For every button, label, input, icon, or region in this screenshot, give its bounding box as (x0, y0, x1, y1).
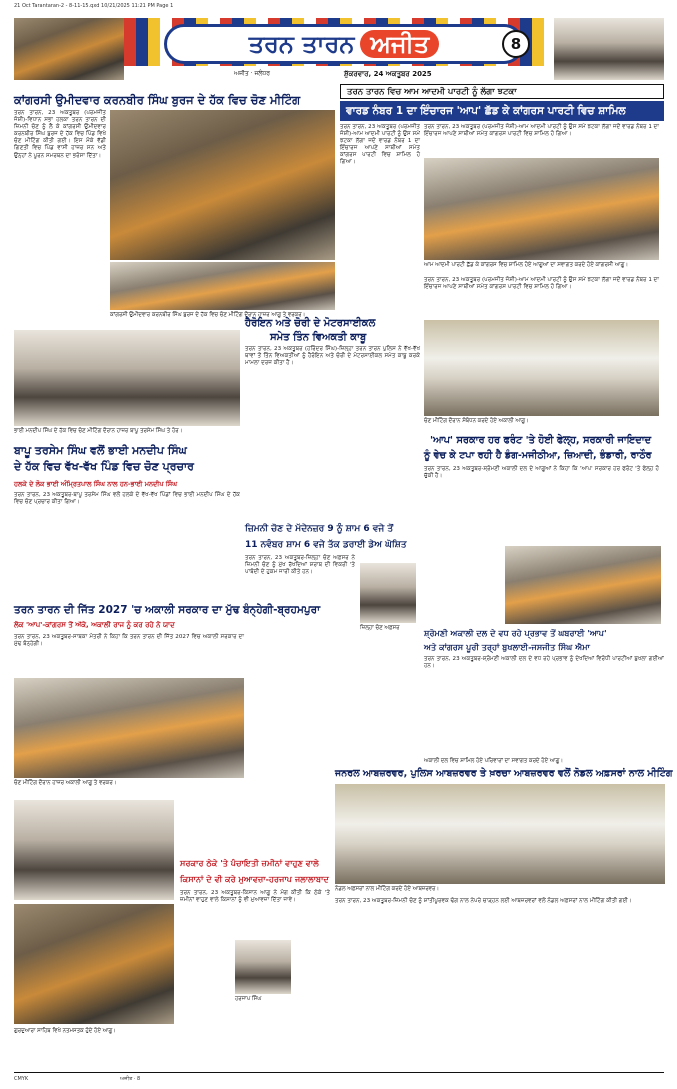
footer-page-tag: ਅਜੀਤ · 8 (120, 1076, 141, 1082)
akali-headline: ਤਰਨ ਤਾਰਨ ਦੀ ਜਿੱਤ 2027 'ਚ ਅਕਾਲੀ ਸਰਕਾਰ ਦਾ ਮੁੱਢ ਬੰਨ੍ਹੇਗੀ-ਬ੍ਰਹਮਪੁਰਾ (14, 604, 321, 616)
aap-headline-1: 'ਆਪ' ਸਰਕਾਰ ਹਰ ਫਰੰਟ 'ਤੇ ਹੋਈ ਫੇਲ੍ਹ, ਸਰਕਾਰੀ ਜਾਇਦਾਦ (430, 435, 651, 446)
aap-caption: ਚੋਣ ਮੀਟਿੰਗ ਦੌਰਾਨ ਸੰਬੋਧਨ ਕਰਦੇ ਹੋਏ ਅਕਾਲੀ ਆਗੂ। (424, 418, 529, 424)
election-photo-caption: ਜ਼ਿਲ੍ਹਾ ਚੋਣ ਅਫ਼ਸਰ (360, 625, 400, 631)
meeting-caption: ਨੋਡਲ ਅਫ਼ਸਰਾਂ ਨਾਲ ਮੀਟਿੰਗ ਕਰਦੇ ਹੋਏ ਆਬਜ਼ਰਵਰ। (335, 886, 440, 892)
masthead-date: ਸ਼ੁੱਕਰਵਾਰ, 24 ਅਕਤੂਬਰ 2025 (344, 70, 432, 78)
tarsem-photo (14, 330, 240, 426)
sad-kicker: ਅਤੇ ਕਾਂਗਰਸ ਪੂਰੀ ਤਰ੍ਹਾਂ ਬੁਖਲਾਈ-ਜਸਜੀਤ ਸਿੰਘ ਐਮਾ (424, 642, 590, 652)
meeting-photo (335, 784, 665, 884)
masthead-title (164, 24, 524, 64)
heroin-headline-1: ਹੈਰੋਇਨ ਅਤੇ ਚੋਰੀ ਦੇ ਮੋਟਰਸਾਈਕਲ (245, 318, 376, 329)
banner-kicker: ਤਰਨ ਤਾਰਨ ਵਿਚ ਆਮ ਆਦਮੀ ਪਾਰਟੀ ਨੂੰ ਲੱਗਾ ਝਟਕਾ (347, 87, 517, 97)
masthead (14, 18, 664, 80)
meeting-headline: ਜਨਰਲ ਆਬਜ਼ਰਵਰ, ਪੁਲਿਸ ਆਬਜ਼ਰਵਰ ਤੇ ਖ਼ਰਚਾ ਆਬਜ਼ਰਵਰ ਵਲੋਂ ਨੋਡਲ ਅਫ਼ਸਰਾਂ ਨਾਲ ਮੀਟਿੰਗ (335, 768, 673, 779)
akali-photo (14, 678, 244, 778)
farmers-photo-left-2 (14, 904, 174, 1024)
farmers-body: ਤਰਨ ਤਾਰਨ, 23 ਅਕਤੂਬਰ-ਕਿਸਾਨ ਆਗੂ ਨੇ ਮੰਗ ਕੀਤੀ ਕਿ ਠੇਕੇ 'ਤੇ ਜ਼ਮੀਨਾਂ ਵਾਹੁਣ ਵਾਲੇ ਕਿਸਾਨਾਂ ਨੂੰ ਵੀ ਮੁਆਵਜ਼ਾ ਦਿੱਤਾ ਜਾਵੇ। (180, 890, 330, 904)
heroin-headline-2: ਸਮੇਤ ਤਿੰਨ ਵਿਅਕਤੀ ਕਾਬੂ (270, 332, 367, 343)
story1-photo-2 (110, 262, 335, 310)
akali-caption: ਚੋਣ ਮੀਟਿੰਗ ਦੌਰਾਨ ਹਾਜ਼ਰ ਅਕਾਲੀ ਆਗੂ ਤੇ ਵਰਕਰ। (14, 780, 117, 786)
akali-kicker: ਲੋਕ 'ਆਪ'-ਕਾਂਗਰਸ ਤੋਂ ਅੱਕੇ, ਅਕਾਲੀ ਰਾਜ ਨੂੰ ਕਰ ਰਹੇ ਨੇ ਯਾਦ (14, 621, 175, 629)
farmers-photo-caption: ਹਰਜਾਪ ਸਿੰਘ (235, 996, 262, 1002)
story1-body: ਤਰਨ ਤਾਰਨ, 23 ਅਕਤੂਬਰ (ਪਰਮਜੀਤ ਜੋਸ਼ੀ)-ਵਿਧਾਨ ਸਭਾ ਹਲਕਾ ਤਰਨ ਤਾਰਨ ਦੀ ਜ਼ਿਮਨੀ ਚੋਣ ਨੂੰ ਲੈ ਕੇ ਕਾਂਗਰਸੀ ਉਮੀਦਵਾਰ ਕਰਨਬੀਰ ਸਿੰਘ ਬੁਰਜ ਦੇ ਹੱਕ ਵਿਚ ਪਿੰਡ ਵਿਖੇ ਚੋਣ ਮੀਟਿੰਗ ਕੀਤੀ ਗਈ। ਇਸ ਮੌਕੇ ਵੱਡੀ ਗਿਣਤੀ ਵਿਚ ਪਿੰਡ ਵਾਸੀ ਹਾਜ਼ਰ ਸਨ ਅਤੇ ਉਨ੍ਹਾਂ ਨੇ ਪੂਰਨ ਸਮਰਥਨ ਦਾ ਭਰੋਸਾ ਦਿੱਤਾ। (14, 110, 106, 159)
farmers-photo (235, 940, 291, 994)
tarsem-headline-2: ਦੇ ਹੱਕ ਵਿਚ ਵੱਖ-ਵੱਖ ਪਿੰਡ ਵਿਚ ਚੋਣ ਪ੍ਰਚਾਰ (14, 460, 194, 473)
footer-rule (14, 1072, 664, 1073)
meeting-body: ਤਰਨ ਤਾਰਨ, 23 ਅਕਤੂਬਰ-ਜ਼ਿਮਨੀ ਚੋਣ ਨੂੰ ਸ਼ਾਂਤੀਪੂਰਵਕ ਢੰਗ ਨਾਲ ਨੇਪਰੇ ਚਾੜ੍ਹਨ ਲਈ ਆਬਜ਼ਰਵਰਾਂ ਵਲੋਂ ਨੋਡਲ ਅਫ਼ਸਰਾਂ ਨਾਲ ਮੀਟਿੰਗ ਕੀਤੀ ਗਈ। (335, 898, 632, 904)
banner-body-1: ਤਰਨ ਤਾਰਨ, 23 ਅਕਤੂਬਰ (ਪਰਮਜੀਤ ਜੋਸ਼ੀ)-ਆਮ ਆਦਮੀ ਪਾਰਟੀ ਨੂੰ ਉਸ ਸਮੇਂ ਝਟਕਾ ਲੱਗਾ ਜਦੋਂ ਵਾਰਡ ਨੰਬਰ 1 ਦਾ ਇੰਚਾਰਜ ਆਪਣੇ ਸਾਥੀਆਂ ਸਮੇਤ ਕਾਂਗਰਸ ਪਾਰਟੀ ਵਿਚ ਸ਼ਾਮਿਲ ਹੋ ਗਿਆ। (340, 124, 420, 166)
farmers-caption-left: ਗੁਰਦੁਆਰਾ ਸਾਹਿਬ ਵਿਖੇ ਨਤਮਸਤਕ ਹੁੰਦੇ ਹੋਏ ਆਗੂ। (14, 1028, 116, 1034)
story1-headline: ਕਾਂਗਰਸੀ ਉਮੀਦਵਾਰ ਕਰਨਬੀਰ ਸਿੰਘ ਬੁਰਜ ਦੇ ਹੱਕ ਵਿਚ ਚੋਣ ਮੀਟਿੰਗ (14, 93, 301, 107)
farmers-photo-left (14, 800, 174, 900)
masthead-title-a: ਤਰਨ ਤਾਰਨ (248, 30, 355, 58)
aap-photo (424, 320, 659, 416)
heroin-body: ਤਰਨ ਤਾਰਨ, 23 ਅਕਤੂਬਰ (ਹਰਿੰਦਰ ਸਿੰਘ)-ਜ਼ਿਲ੍ਹਾ ਤਰਨ ਤਾਰਨ ਪੁਲਿਸ ਨੇ ਵੱਖ-ਵੱਖ ਥਾਵਾਂ ਤੋਂ ਤਿੰਨ ਵਿਅਕਤੀਆਂ ਨੂੰ ਹੈਰੋਇਨ ਅਤੇ ਚੋਰੀ ਦੇ ਮੋਟਰਸਾਈਕਲ ਸਮੇਤ ਕਾਬੂ ਕਰਕੇ ਮਾਮਲਾ ਦਰਜ ਕੀਤਾ ਹੈ। (245, 346, 420, 367)
tarsem-headline-1: ਬਾਪੂ ਤਰਸੇਮ ਸਿੰਘ ਵਲੋਂ ਭਾਈ ਮਨਦੀਪ ਸਿੰਘ (14, 444, 187, 457)
election-body: ਤਰਨ ਤਾਰਨ, 23 ਅਕਤੂਬਰ-ਜ਼ਿਲ੍ਹਾ ਚੋਣ ਅਫ਼ਸਰ ਨੇ ਜ਼ਿਮਨੀ ਚੋਣ ਨੂੰ ਮੁੱਖ ਰੱਖਦਿਆਂ ਸ਼ਰਾਬ ਦੀ ਵਿਕਰੀ 'ਤੇ ਪਾਬੰਦੀ ਦੇ ਹੁਕਮ ਜਾਰੀ ਕੀਤੇ ਹਨ। (245, 555, 355, 576)
aap-headline-2: ਨੂੰ ਵੇਚ ਕੇ ਟਪਾ ਰਹੀ ਹੈ ਡੰਗ-ਮਜੀਠੀਆ, ਜ਼ਿਆਦੀ, ਭੰਡਾਰੀ, ਰਾਠੌਰ (424, 450, 652, 461)
sad-caption: ਅਕਾਲੀ ਦਲ ਵਿਚ ਸ਼ਾਮਿਲ ਹੋਏ ਪਰਿਵਾਰਾਂ ਦਾ ਸਵਾਗਤ ਕਰਦੇ ਹੋਏ ਆਗੂ। (424, 758, 564, 764)
tarsem-body: ਤਰਨ ਤਾਰਨ, 23 ਅਕਤੂਬਰ-ਬਾਪੂ ਤਰਸੇਮ ਸਿੰਘ ਵਲੋਂ ਹਲਕੇ ਦੇ ਵੱਖ-ਵੱਖ ਪਿੰਡਾਂ ਵਿਚ ਭਾਈ ਮਨਦੀਪ ਸਿੰਘ ਦੇ ਹੱਕ ਵਿਚ ਚੋਣ ਪ੍ਰਚਾਰ ਕੀਤਾ ਗਿਆ। (14, 492, 240, 506)
masthead-photo-right (554, 18, 664, 80)
election-photo (360, 563, 416, 623)
election-headline-1: ਜ਼ਿਮਨੀ ਚੋਣ ਦੇ ਮੱਦੇਨਜ਼ਰ 9 ਨੂੰ ਸ਼ਾਮ 6 ਵਜੇ ਤੋਂ (245, 524, 394, 534)
election-headline-2: 11 ਨਵੰਬਰ ਸ਼ਾਮ 6 ਵਜੇ ਤੱਕ ਡਰਾਈ ਡੇਅ ਘੋਸ਼ਿਤ (245, 540, 407, 550)
sad-body: ਤਰਨ ਤਾਰਨ, 23 ਅਕਤੂਬਰ-ਸ਼੍ਰੋਮਣੀ ਅਕਾਲੀ ਦਲ ਦੇ ਵਧ ਰਹੇ ਪ੍ਰਭਾਵ ਨੂੰ ਦੇਖਦਿਆਂ ਵਿਰੋਧੀ ਪਾਰਟੀਆਂ ਬੁਖਲਾ ਗਈਆਂ ਹਨ। (424, 656, 664, 670)
banner-kicker-box (340, 84, 664, 99)
aap-photo-2 (505, 546, 661, 624)
page-number: 8 (502, 30, 530, 58)
masthead-title-b: ਅਜੀਤ (360, 30, 439, 58)
farmers-headline-1: ਸਰਕਾਰ ਠੇਕੇ 'ਤੇ ਪੰਚਾਇਤੀ ਜ਼ਮੀਨਾਂ ਵਾਹੁਣ ਵਾਲੇ (180, 858, 319, 868)
masthead-place: ਅਜੀਤ · ਜਲੰਧਰ (234, 70, 270, 77)
banner-body-2: ਤਰਨ ਤਾਰਨ, 23 ਅਕਤੂਬਰ (ਪਰਮਜੀਤ ਜੋਸ਼ੀ)-ਆਮ ਆਦਮੀ ਪਾਰਟੀ ਨੂੰ ਉਸ ਸਮੇਂ ਝਟਕਾ ਲੱਗਾ ਜਦੋਂ ਵਾਰਡ ਨੰਬਰ 1 ਦਾ ਇੰਚਾਰਜ ਆਪਣੇ ਸਾਥੀਆਂ ਸਮੇਤ ਕਾਂਗਰਸ ਪਾਰਟੀ ਵਿਚ ਸ਼ਾਮਿਲ ਹੋ ਗਿਆ। (424, 124, 659, 138)
banner-headline: ਵਾਰਡ ਨੰਬਰ 1 ਦਾ ਇੰਚਾਰਜ 'ਆਪ' ਛੱਡ ਕੇ ਕਾਂਗਰਸ ਪਾਰਟੀ ਵਿਚ ਸ਼ਾਮਿਲ (340, 101, 664, 121)
banner-body-3: ਤਰਨ ਤਾਰਨ, 23 ਅਕਤੂਬਰ (ਪਰਮਜੀਤ ਜੋਸ਼ੀ)-ਆਮ ਆਦਮੀ ਪਾਰਟੀ ਨੂੰ ਉਸ ਸਮੇਂ ਝਟਕਾ ਲੱਗਾ ਜਦੋਂ ਵਾਰਡ ਨੰਬਰ 1 ਦਾ ਇੰਚਾਰਜ ਆਪਣੇ ਸਾਥੀਆਂ ਸਮੇਤ ਕਾਂਗਰਸ ਪਾਰਟੀ ਵਿਚ ਸ਼ਾਮਿਲ ਹੋ ਗਿਆ। (424, 277, 659, 291)
story1-caption: ਕਾਂਗਰਸੀ ਉਮੀਦਵਾਰ ਕਰਨਬੀਰ ਸਿੰਘ ਬੁਰਜ ਦੇ ਹੱਕ ਵਿਚ ਚੋਣ ਮੀਟਿੰਗ ਦੌਰਾਨ ਹਾਜ਼ਰ ਆਗੂ ਤੇ ਵਰਕਰ। (110, 312, 306, 318)
sad-headline: ਸ਼੍ਰੋਮਣੀ ਅਕਾਲੀ ਦਲ ਦੇ ਵਧ ਰਹੇ ਪ੍ਰਭਾਵ ਤੋਂ ਘਬਰਾਈ 'ਆਪ' (424, 628, 607, 638)
farmers-headline-2: ਕਿਸਾਨਾਂ ਦੇ ਵੀ ਕਰੇ ਮੁਆਵਜ਼ਾ-ਹਰਜਾਪ ਜਲਾਲਾਬਾਦ (180, 874, 329, 884)
tarsem-caption: ਭਾਈ ਮਨਦੀਪ ਸਿੰਘ ਦੇ ਹੱਕ ਵਿਚ ਚੋਣ ਮੀਟਿੰਗ ਦੌਰਾਨ ਹਾਜ਼ਰ ਬਾਪੂ ਤਰਸੇਮ ਸਿੰਘ ਤੇ ਹੋਰ। (14, 428, 183, 434)
footer-color-marks: CMYK (14, 1076, 29, 1082)
akali-body: ਤਰਨ ਤਾਰਨ, 23 ਅਕਤੂਬਰ-ਸਾਬਕਾ ਮੰਤਰੀ ਨੇ ਕਿਹਾ ਕਿ ਤਰਨ ਤਾਰਨ ਦੀ ਜਿੱਤ 2027 ਵਿਚ ਅਕਾਲੀ ਸਰਕਾਰ ਦਾ ਮੁੱਢ ਬੰਨ੍ਹੇਗੀ। (14, 634, 244, 648)
aap-body: ਤਰਨ ਤਾਰਨ, 23 ਅਕਤੂਬਰ-ਸ਼੍ਰੋਮਣੀ ਅਕਾਲੀ ਦਲ ਦੇ ਆਗੂਆਂ ਨੇ ਕਿਹਾ ਕਿ 'ਆਪ' ਸਰਕਾਰ ਹਰ ਫਰੰਟ 'ਤੇ ਫੇਲ੍ਹ ਹੋ ਚੁੱਕੀ ਹੈ। (424, 466, 659, 480)
story1-photo (110, 110, 335, 260)
slugline: 21 Oct Tarantaran-2 - 8-11-15.qxd 10/21/2025 11:21 PM Page 1 (14, 3, 174, 9)
masthead-photo-left (14, 18, 124, 80)
tarsem-subhead: ਹਲਕੇ ਦੇ ਲੋਕ ਭਾਈ ਅੰਮ੍ਰਿਤਪਾਲ ਸਿੰਘ ਨਾਲ ਹਨ-ਭਾਈ ਮਨਦੀਪ ਸਿੰਘ (14, 480, 178, 488)
banner-photo (424, 158, 659, 260)
banner-caption: ਆਮ ਆਦਮੀ ਪਾਰਟੀ ਛੱਡ ਕੇ ਕਾਂਗਰਸ ਵਿਚ ਸ਼ਾਮਿਲ ਹੋਏ ਆਗੂਆਂ ਦਾ ਸਵਾਗਤ ਕਰਦੇ ਹੋਏ ਕਾਂਗਰਸੀ ਆਗੂ। (424, 262, 629, 268)
